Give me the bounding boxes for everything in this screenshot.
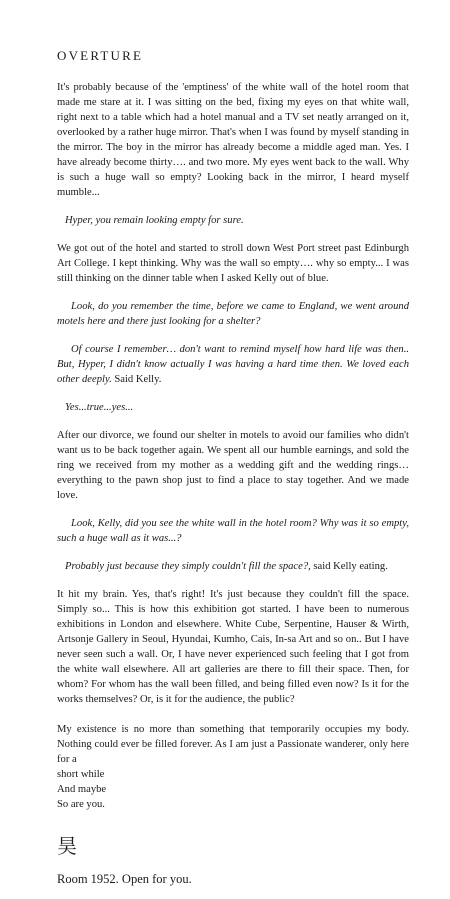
signature-glyph: 昊 — [57, 836, 77, 858]
quote-hyper-empty: Hyper, you remain looking empty for sure. — [65, 215, 244, 226]
paragraph-hotel-wall: It's probably because of the 'emptiness' of the white wall of the hotel room that made me stare at it. I was sitting on the bed, fixing my eyes on that white wall, right next to a table which had a hotel manual and a TV set neatly arranged on it, overlooked by a rather huge mirror. That's when I was found by myself standing in the mirror. The boy in the mirror has already become a middle aged man. Yes. I have already become thirty…. and two more. My eyes went back to the wall. Why is such a huge wall so empty? Looking back in the mirror, I heard myself mumble... — [57, 82, 409, 198]
quote-motels-shelter: Look, do you remember the time, before we came to England, we went around motels here and there just looking for a shelter? — [57, 301, 409, 327]
room-footer: Room 1952. Open for you. — [57, 872, 192, 886]
document-page — [57, 48, 409, 887]
quote-yes-true: Yes...true...yes... — [65, 402, 134, 413]
quote-fill-space — [57, 559, 409, 574]
paragraph-existence: My existence is no more than something that temporarily occupies my body. Nothing could ever be filled forever. As I am just a Passionate wanderer, only here for a — [57, 724, 409, 765]
quote-white-wall: Look, Kelly, did you see the white wall in the hotel room? Why was it so empty, such a huge wall as it was...? — [57, 518, 409, 544]
closing-line-2: And maybe — [57, 784, 107, 795]
page-title: OVERTURE — [57, 48, 144, 63]
quote-fill-space-attribution: said Kelly eating. — [310, 561, 388, 572]
paragraph-divorce: After our divorce, we found our shelter in motels to avoid our families who didn't want us to be back together again. We spent all our humble earnings, and sold the ring we received from my mother as a wedding gift and the wedding rings…everything to the pawn shop just to find a place to stay together. And we made love. — [57, 430, 409, 501]
quote-fill-space-text: Probably just because they simply couldn't fill the space?, — [65, 561, 311, 572]
closing-line-1: short while — [57, 769, 105, 780]
quote-kelly-remember-text: Of course I remember… don't want to remind myself how hard life was then.. But, Hyper, I didn't know actually I was having a hard time then. We loved each other deeply. — [57, 344, 409, 385]
quote-kelly-remember — [57, 342, 409, 387]
paragraph-exhibition: It hit my brain. Yes, that's right! It's just because they couldn't fill the space. Simply so... This is how this exhibition got started. I have been to numerous exhibitions in London and elsewhere. White Cube, Serpentine, Hauser & Wirth, Artsonje Gallery in Seoul, Hyundai, Kumho, Cais, In-sa Art and so on.. But I have never seen such a wall. Or, I have never experienced such feeling that I got from the white wall elsewhere. All art galleries are there to fill their space. Then, for whom? For whom has the wall been filled, and being filled even now? Is it for the works themselves? Or, is it for the audience, the public? — [57, 589, 409, 705]
paragraph-stroll: We got out of the hotel and started to stroll down West Port street past Edinburgh Art College. I kept thinking. Why was the wall so empty…. why so empty... I was still thinking on the dinner table when I asked Kelly out of blue. — [57, 243, 409, 284]
quote-kelly-attribution: Said Kelly. — [111, 374, 162, 385]
closing-line-3: So are you. — [57, 799, 105, 810]
closing-lines — [57, 722, 409, 812]
